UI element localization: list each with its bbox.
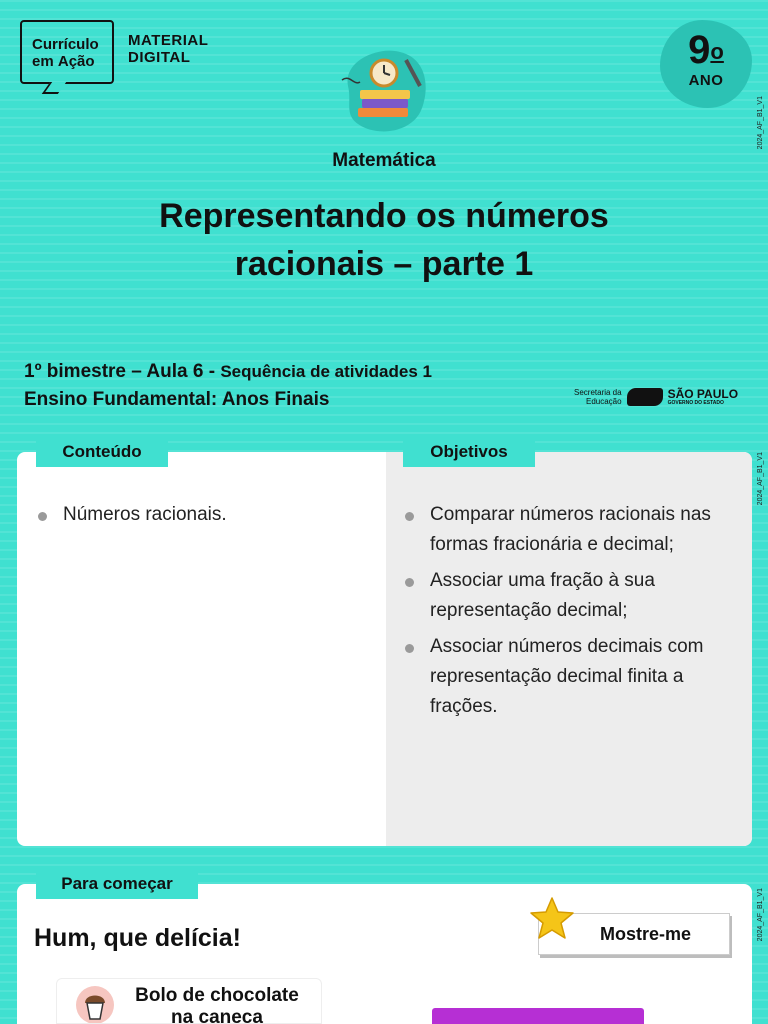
books-clock-illustration: [338, 46, 430, 134]
lesson-line: [24, 358, 432, 386]
list-item: Associar números decimais com representação decimal finita a frações.: [402, 632, 722, 722]
book-icon: [360, 90, 410, 99]
side-code: 2024_AF_B1_V1: [757, 888, 764, 942]
sp-name: SÃO PAULO: [667, 387, 739, 401]
secretaria-line-2: Educação: [586, 397, 622, 406]
secretaria-line-1: Secretaria da: [574, 388, 622, 397]
conteudo-list: [35, 500, 355, 536]
list-item: Números racionais.: [35, 500, 355, 530]
tab-para-comecar: Para começar: [36, 869, 198, 899]
secretaria-text: [574, 388, 622, 406]
curriculo-em-acao-logo: [20, 20, 114, 84]
subject-label: Matemática: [332, 150, 436, 171]
logo-line-2: [32, 53, 112, 70]
side-code: 2024_AF_B1_V1: [757, 452, 764, 506]
logo-acao: Ação: [57, 53, 95, 70]
lesson-info: [24, 358, 432, 414]
book-icon: [362, 99, 408, 108]
grade-ordinal: o: [710, 39, 724, 64]
tab-objetivos: Objetivos: [403, 437, 535, 467]
title-line-2: racionais – parte 1: [234, 245, 534, 283]
mostre-me-button[interactable]: Mostre-me: [538, 913, 730, 955]
level-text: Ensino Fundamental: Anos Finais: [24, 389, 330, 410]
grade-badge: [660, 20, 752, 108]
sao-paulo-logo: [574, 388, 738, 406]
logo-line-1: Currículo: [32, 36, 99, 53]
book-icon: [358, 108, 408, 117]
sequence-text: Sequência de atividades 1: [220, 362, 432, 381]
bimestre-text: 1º bimestre – Aula 6 -: [24, 361, 221, 382]
speech-tail-shape: [42, 82, 66, 94]
logo-em: em: [32, 53, 58, 70]
purple-banner: [432, 1008, 644, 1024]
sp-text: [668, 388, 738, 406]
digital-text: DIGITAL: [128, 49, 191, 66]
recipe-title: [127, 985, 307, 1024]
star-icon: [528, 895, 576, 943]
gov-name: GOVERNO DO ESTADO: [667, 400, 724, 406]
recipe-line-2: na caneca: [171, 1007, 263, 1024]
grade-digit: 9: [688, 28, 711, 72]
grade-label: ANO: [688, 72, 724, 89]
recipe-card: [56, 978, 322, 1024]
objetivos-list: [402, 500, 722, 728]
side-code: 2024_AF_B1_V1: [757, 96, 764, 150]
list-item: Comparar números racionais nas formas fracionária e decimal;: [402, 500, 722, 560]
page-title: [0, 192, 768, 288]
list-item: Associar uma fração à sua representação decimal;: [402, 566, 722, 626]
recipe-line-1: Bolo de chocolate: [135, 985, 299, 1006]
material-digital-logo: [128, 32, 208, 66]
muffin-icon: [75, 985, 115, 1024]
title-line-1: Representando os números: [159, 197, 609, 235]
sp-mark-icon: [627, 388, 663, 406]
section-heading: Hum, que delícia!: [34, 924, 241, 952]
material-text: MATERIAL: [128, 32, 209, 49]
tab-conteudo: Conteúdo: [36, 437, 168, 467]
grade-number: [660, 28, 752, 72]
